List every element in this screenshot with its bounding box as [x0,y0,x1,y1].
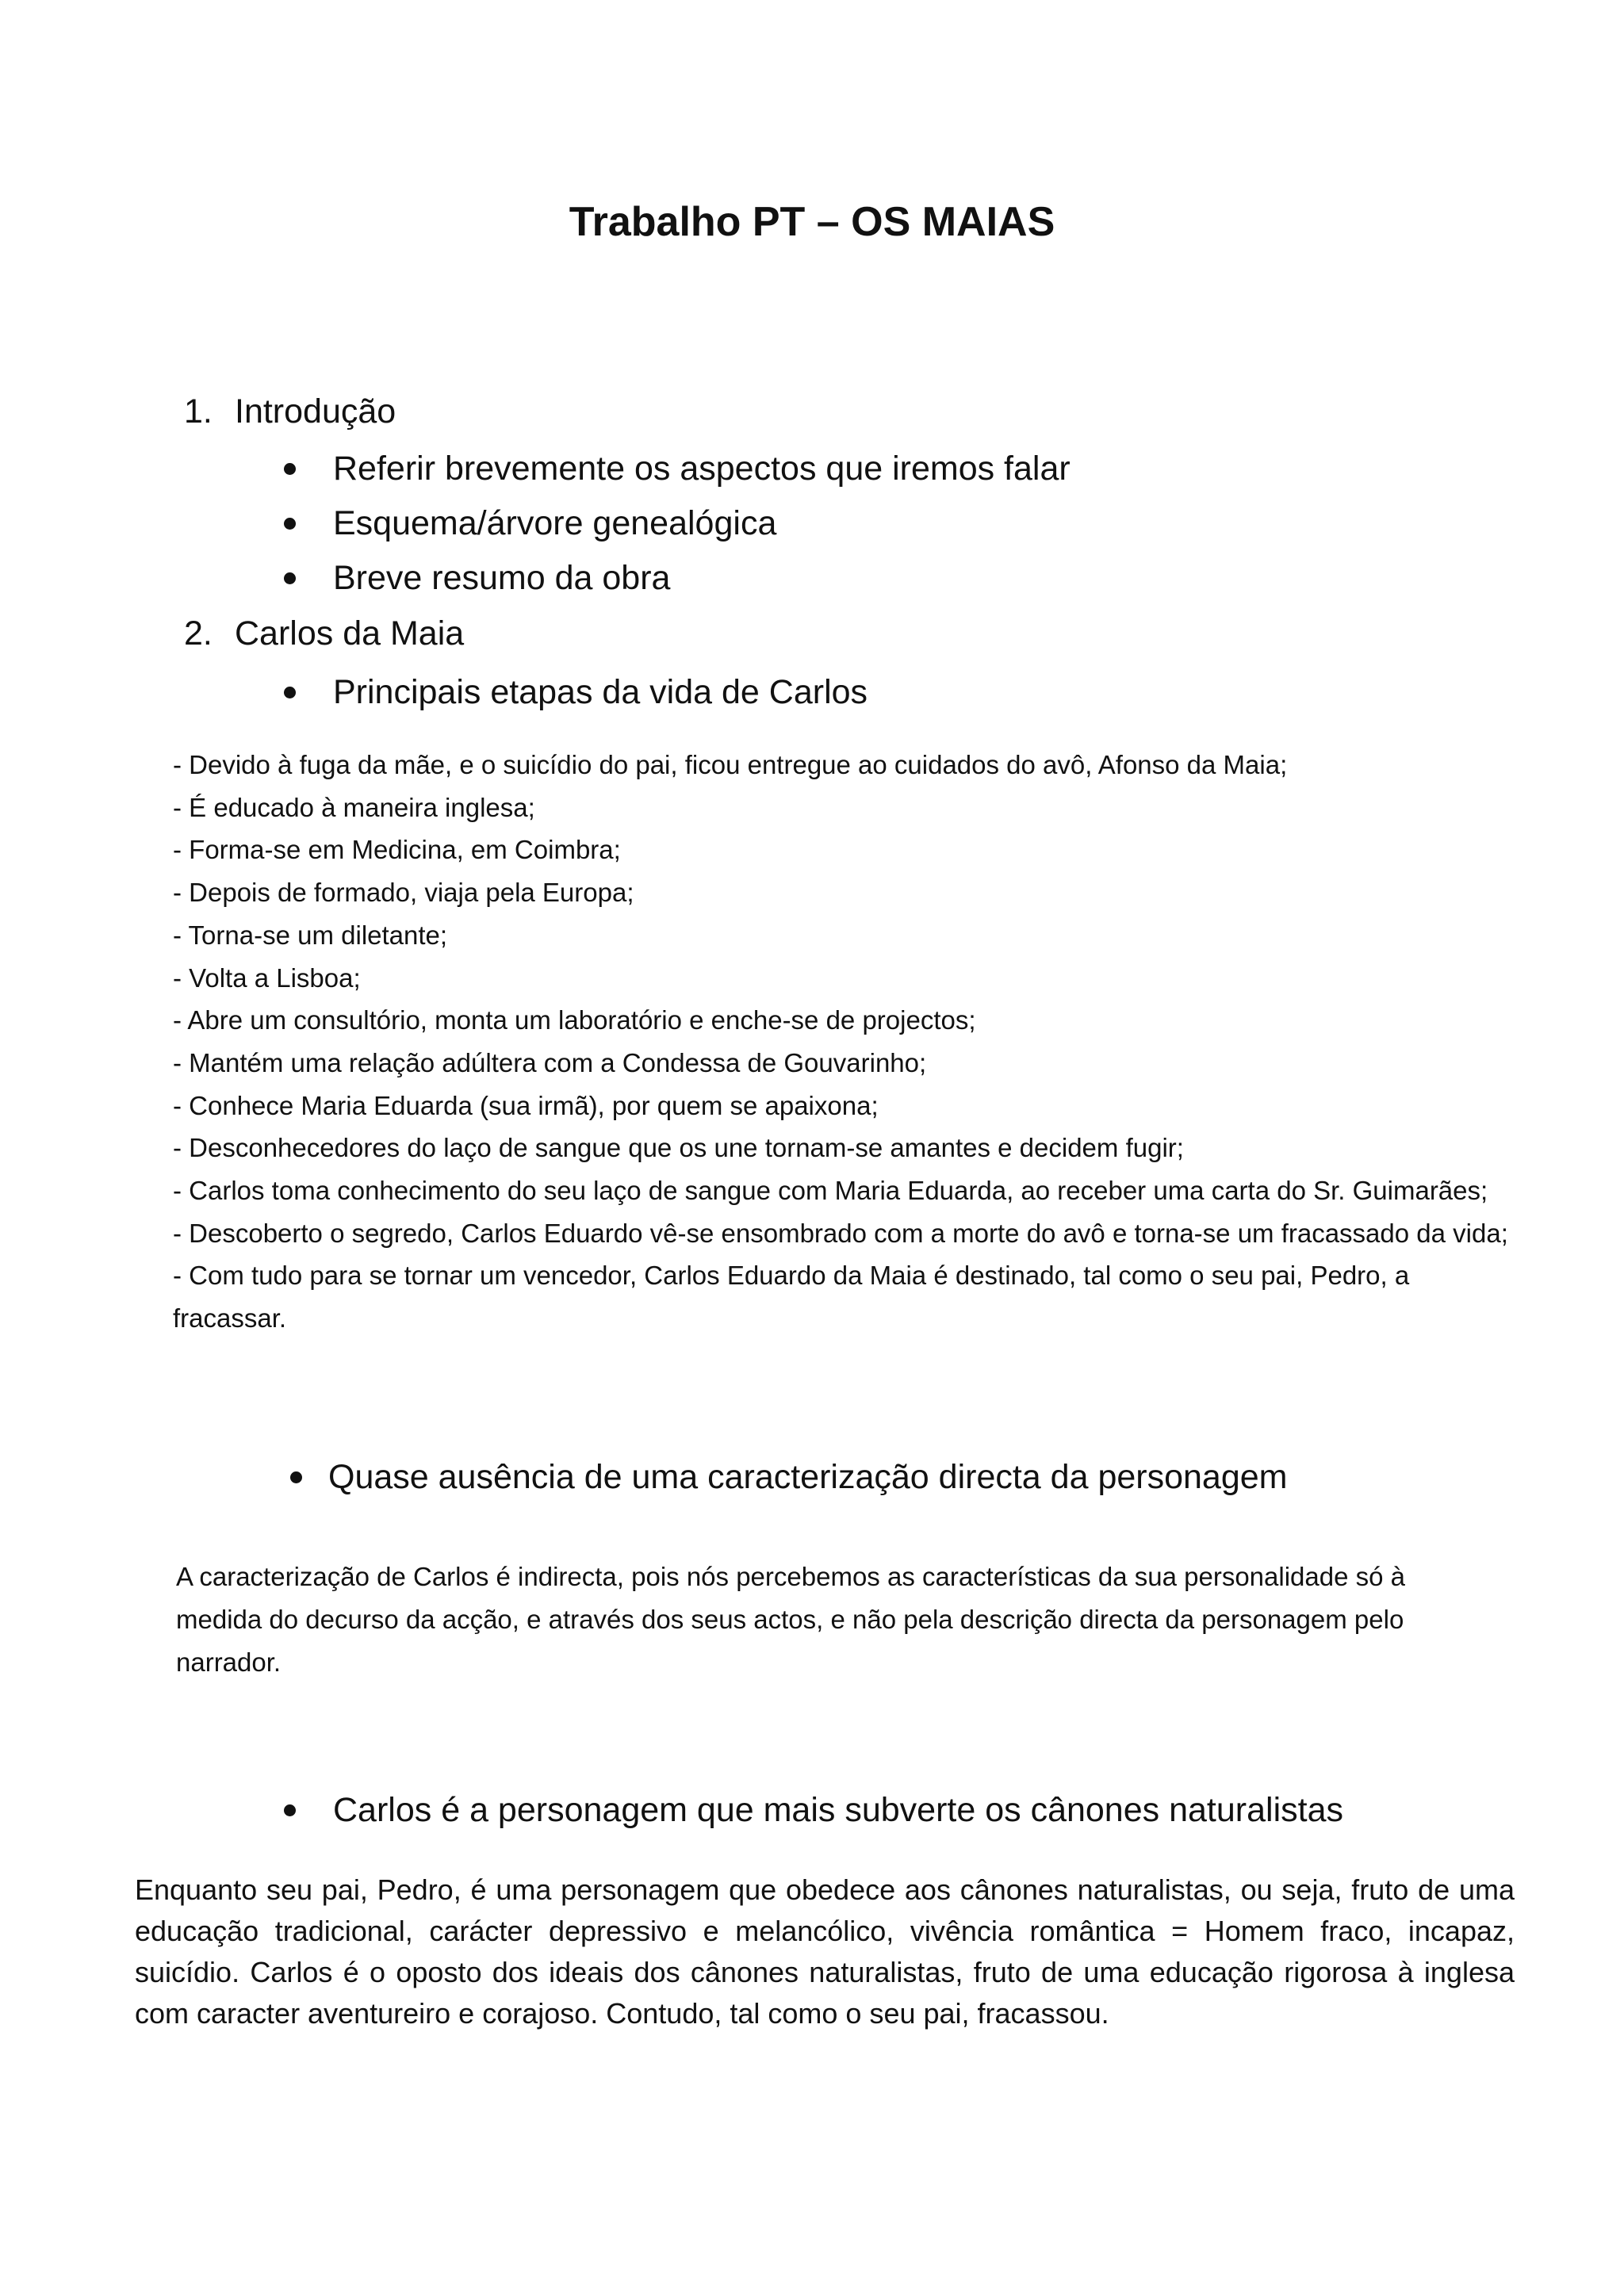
life-step: - Mantém uma relação adúltera com a Condessa de Gouvarinho; [173,1047,927,1077]
bullet-icon [284,572,296,584]
life-step: - É educado à maneira inglesa; [173,792,535,822]
life-steps-list [173,744,1521,1340]
life-step: - Depois de formado, viaja pela Europa; [173,878,634,908]
bullet-icon [284,687,296,698]
characterization-paragraph: A caracterização de Carlos é indirecta, pois nós percebemos as características da sua personalidade só à medida do decurso da acção, e através dos seus actos, e não pela descrição directa da personagem pelo narrador. [176,1562,1406,1677]
section-number: 2. [184,614,213,652]
document-page: Trabalho PT – OS MAIAS 1. Introdução Referir brevemente os aspectos que iremos falar Esquema/árvore genealógica Breve resumo da obra 2. Carlos da Maia Principais etapas da vida de Carlos - Devido à fuga da mãe, e o suicídio do pai, ficou entregue ao cuidados do avô, Afonso da Maia; - É educado à maneira inglesa; - Forma-se em Medicina, em Coimbra; - Depois de formado, viaja pela Europa; - Torna-se um diletante; - Volta a Lisboa; - Abre um consultório, monta um laboratório e enche-se de projectos; - Mantém uma relação adúltera com a Condessa de Gouvarinho; - Conhece Maria Eduarda (sua irmã), por quem se apaixona; - Desconhecedores do laço de sangue que os une tornam-se amantes e decidem fugir; - Carlos toma conhecimento do seu laço de sangue com Maria Eduarda, ao receber uma carta do Sr. Guimarães; - Descoberto o segredo, Carlos Eduardo vê-se ensombrado com a morte do avô e torna-se um fracassado da vida; - Com tudo para se tornar um vencedor, Carlos Eduardo da Maia é destinado, tal como o seu pai, Pedro, a fracassar. Quase ausência de uma caracterização directa da personagem A caracterização de Carlos é indirecta, pois nós percebemos as características da sua personalidade só à medida do decurso da acção, e através dos seus actos, e não pela descrição directa da personagem pelo narrador. Carlos é a personagem que mais subverte os cânones naturalistas Enquanto seu pai, Pedro, é uma personagem que obedece aos cânones naturalistas, ou seja, fruto de uma educação tradicional, carácter depressivo e melancólico, vivência romântica = Homem fraco, incapaz, suicídio. Carlos é o oposto dos ideais dos cânones naturalistas, fruto de uma educação rigorosa à inglesa com caracter aventureiro e corajoso. Contudo, tal como o seu pai, fracassou. [0,0,1624,2296]
life-step: - Desconhecedores do laço de sangue que os une tornam-se amantes e decidem fugir; [173,1133,1184,1163]
life-step: - Devido à fuga da mãe, e o suicídio do pai, ficou entregue ao cuidados do avô, Afonso da Maia; [173,750,1288,779]
page-title: Trabalho PT – OS MAIAS [569,199,1055,245]
naturalism-paragraph: Enquanto seu pai, Pedro, é uma personagem que obedece aos cânones naturalistas, ou seja, fruto de uma educação tradicional, carácter depressivo e melancólico, vivência romântica = Homem fraco, incapaz, suicídio. Carlos é o oposto dos ideais dos cânones naturalistas, fruto de uma educação rigorosa à inglesa com caracter aventureiro e corajoso. Contudo, tal como o seu pai, fracassou. [135,1873,1515,2030]
bullet-icon [284,518,296,530]
section-number: 1. [184,392,213,430]
life-step: - Abre um consultório, monta um laboratório e enche-se de projectos; [173,1005,976,1035]
section-heading-introducao [184,390,396,433]
life-step: - Conhece Maria Eduarda (sua irmã), por quem se apaixona; [173,1090,879,1120]
life-step: - Com tudo para se tornar um vencedor, Carlos Eduardo da Maia é destinado, tal como o seu pai, Pedro, a fracassar. [173,1261,1410,1334]
bullet-icon [284,463,296,475]
life-step: - Carlos toma conhecimento do seu laço de sangue com Maria Eduarda, ao receber uma carta do Sr. Guimarães; [173,1176,1488,1206]
life-step: - Forma-se em Medicina, em Coimbra; [173,835,621,865]
section-heading-carlos-da-maia [184,612,464,655]
life-step: - Descoberto o segredo, Carlos Eduardo vê-se ensombrado com a morte do avô e torna-se um fracassado da vida; [173,1218,1508,1248]
life-step: - Volta a Lisboa; [173,962,361,993]
section-heading-text: Carlos da Maia [235,614,465,652]
section-heading-text: Introdução [235,392,396,430]
life-step: - Torna-se um diletante; [173,920,448,950]
bullet-icon [284,1804,296,1816]
bullet-icon [290,1471,302,1483]
